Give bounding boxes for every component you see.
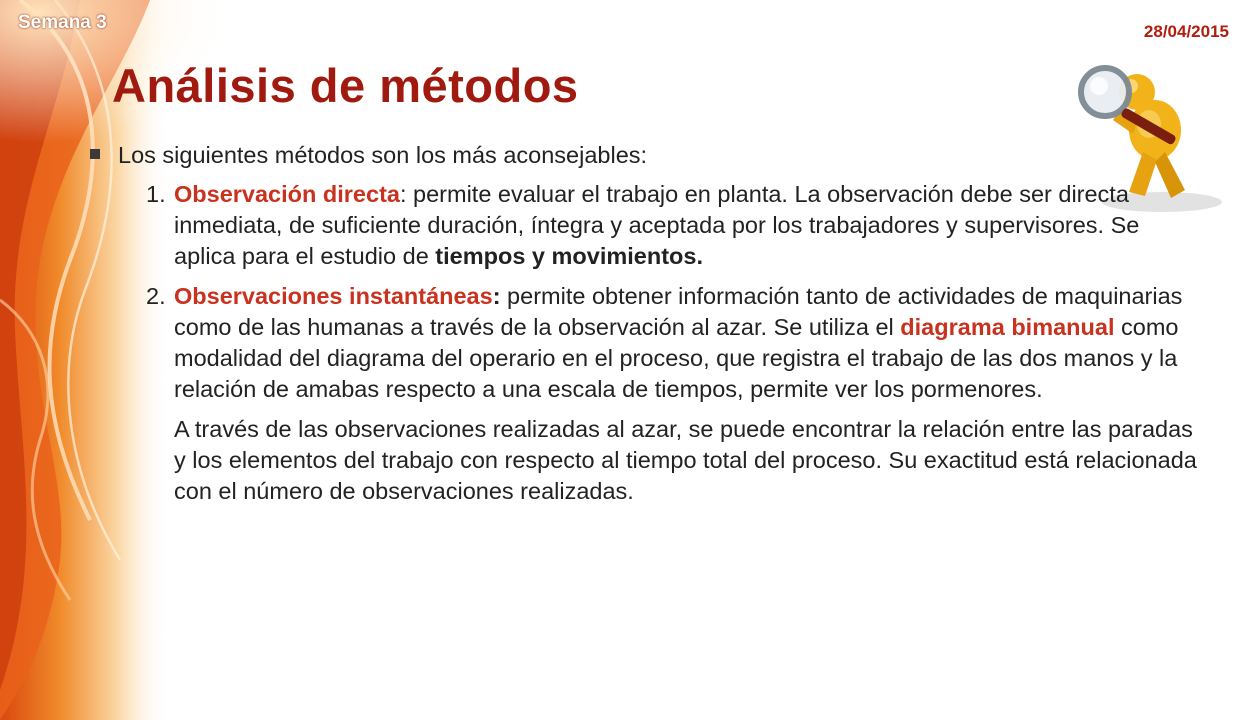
intro-bullet [88,140,1198,171]
list-item-observaciones-instantaneas [88,281,1198,405]
intro-text: Los siguientes métodos son los más aconsejables: [118,142,648,168]
term-diagrama-bimanual: diagrama bimanual [900,314,1115,340]
list-number: 1. [146,181,166,207]
item-text: permite obtener información tanto de actividades de maquinarias como de las humanas a través de la observación al azar. Se utiliza el [174,283,1183,340]
bold-term-tiempos: tiempos y movimientos. [435,243,703,269]
list-item-observacion-directa [88,179,1198,272]
term-observacion-directa: Observación directa [174,181,400,207]
week-label: Semana 3 [18,12,107,33]
item-text: : permite evaluar el trabajo en planta. La observación debe ser directa inmediata, de suficiente duración, íntegra y aceptada por los trabajadores y supervisores. Se aplica para el estudio de [174,181,1140,269]
list-number: 2. [146,283,166,309]
slide-content [88,140,1198,507]
square-bullet-icon [90,149,100,159]
item-text-2: como modalidad del diagrama del operario en el proceso, que registra el trabajo de las dos manos y la relación de amabas respecto a una escala de tiempos, permite ver los pormenores. [174,314,1179,402]
term-colon: : [492,283,501,309]
term-observaciones-instantaneas: Observaciones instantáneas [174,283,493,309]
date-label: 28/04/2015 [1143,22,1229,41]
methods-list [88,179,1198,405]
slide-title: Análisis de métodos [112,59,579,112]
closing-paragraph: A través de las observaciones realizadas al azar, se puede encontrar la relación entre las paradas y los elementos del trabajo con respecto al tiempo total del proceso. Su exactitud está relacionada con el número de observaciones realizadas. [174,416,1197,504]
